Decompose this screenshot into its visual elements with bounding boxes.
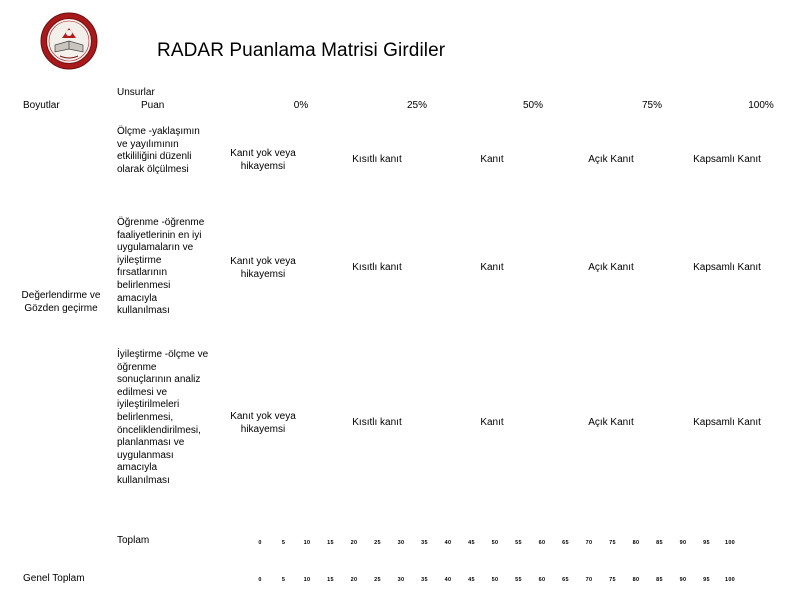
row3-cell-25: Kısıtlı kanıt (352, 417, 402, 428)
genel-toplam-tick-20: 20 (350, 577, 358, 583)
toplam-tick-10: 10 (303, 540, 311, 546)
row1-cell-50: Kanıt (480, 154, 504, 165)
header-pct-75: 75% (641, 100, 662, 111)
row3-cell-100: Kapsamlı Kanıt (693, 417, 761, 428)
genel-toplam-tick-90: 90 (679, 577, 687, 583)
toplam-tick-100: 100 (724, 540, 736, 546)
header-pct-50: 50% (522, 100, 543, 111)
toplam-tick-70: 70 (585, 540, 593, 546)
genel-toplam-tick-100: 100 (724, 577, 736, 583)
toplam-tick-20: 20 (350, 540, 358, 546)
genel-toplam-tick-80: 80 (632, 577, 640, 583)
toplam-label: Toplam (117, 535, 150, 546)
genel-toplam-tick-0: 0 (258, 577, 262, 583)
genel-toplam-label: Genel Toplam (23, 573, 85, 584)
genel-toplam-tick-95: 95 (703, 577, 710, 583)
toplam-tick-5: 5 (281, 540, 286, 546)
genel-toplam-tick-30: 30 (397, 577, 405, 583)
genel-toplam-scale (250, 577, 750, 587)
toplam-tick-60: 60 (538, 540, 546, 546)
genel-toplam-tick-15: 15 (327, 577, 334, 583)
row1-cell-75: Açık Kanıt (588, 154, 634, 165)
genel-toplam-tick-50: 50 (491, 577, 499, 583)
row1-cell-0: Kanıt yok veya hikayemsi (230, 148, 296, 172)
toplam-tick-45: 45 (468, 540, 475, 546)
row2-cell-100: Kapsamlı Kanıt (693, 262, 761, 273)
genel-toplam-tick-25: 25 (374, 577, 381, 583)
toplam-tick-85: 85 (656, 540, 663, 546)
toplam-tick-65: 65 (562, 540, 569, 546)
row2-cell-25: Kısıtlı kanıt (352, 262, 402, 273)
toplam-tick-30: 30 (397, 540, 405, 546)
toplam-tick-25: 25 (374, 540, 381, 546)
toplam-tick-75: 75 (609, 540, 616, 546)
row1-cell-100: Kapsamlı Kanıt (693, 154, 761, 165)
unsur-iyilestirme: İyileştirme -ölçme ve öğrenme sonuçlarının analiz edilmesi ve iyileştirilmeleri belirlenmesi, önceliklendirilmesi, planlanması ve uygulanması amacıyla kullanılması (117, 349, 209, 486)
toplam-tick-90: 90 (679, 540, 687, 546)
row2-cell-75: Açık Kanıt (588, 262, 634, 273)
row2-cell-50: Kanıt (480, 262, 504, 273)
toplam-tick-35: 35 (421, 540, 428, 546)
genel-toplam-tick-60: 60 (538, 577, 546, 583)
header-boyutlar: Boyutlar (23, 100, 60, 111)
genel-toplam-tick-55: 55 (515, 577, 522, 583)
genel-toplam-tick-5: 5 (281, 577, 286, 583)
toplam-tick-15: 15 (327, 540, 334, 546)
dimension-label: Değerlendirme ve Gözden geçirme (21, 290, 101, 314)
toplam-tick-40: 40 (444, 540, 452, 546)
unsur-olcme: Ölçme -yaklaşımın ve yayılımının etkililiğini düzenli olarak ölçülmesi (117, 126, 200, 175)
genel-toplam-tick-45: 45 (468, 577, 475, 583)
header-pct-0: 0% (293, 100, 309, 111)
header-unsurlar: Unsurlar (117, 87, 155, 98)
toplam-tick-80: 80 (632, 540, 640, 546)
toplam-tick-55: 55 (515, 540, 522, 546)
genel-toplam-tick-85: 85 (656, 577, 663, 583)
genel-toplam-tick-10: 10 (303, 577, 311, 583)
row3-cell-50: Kanıt (480, 417, 504, 428)
row3-cell-0: Kanıt yok veya hikayemsi (230, 411, 296, 435)
row2-cell-0: Kanıt yok veya hikayemsi (230, 256, 296, 280)
genel-toplam-tick-75: 75 (609, 577, 616, 583)
row1-cell-25: Kısıtlı kanıt (352, 154, 402, 165)
university-seal-logo (40, 12, 98, 70)
toplam-scale (250, 540, 750, 550)
row3-cell-75: Açık Kanıt (588, 417, 634, 428)
genel-toplam-tick-40: 40 (444, 577, 452, 583)
toplam-tick-50: 50 (491, 540, 499, 546)
page-title: RADAR Puanlama Matrisi Girdiler (157, 40, 446, 61)
toplam-tick-0: 0 (258, 540, 262, 546)
unsur-ogrenme: Öğrenme -öğrenme faaliyetlerinin en iyi uygulamaların ve iyileştirme fırsatlarının belirlenmesi amacıyla kullanılması (117, 217, 205, 317)
header-pct-100: 100% (748, 100, 774, 111)
toplam-tick-95: 95 (703, 540, 710, 546)
genel-toplam-tick-70: 70 (585, 577, 593, 583)
genel-toplam-tick-65: 65 (562, 577, 569, 583)
genel-toplam-tick-35: 35 (421, 577, 428, 583)
header-puan: Puan (141, 100, 165, 111)
header-pct-25: 25% (406, 100, 427, 111)
